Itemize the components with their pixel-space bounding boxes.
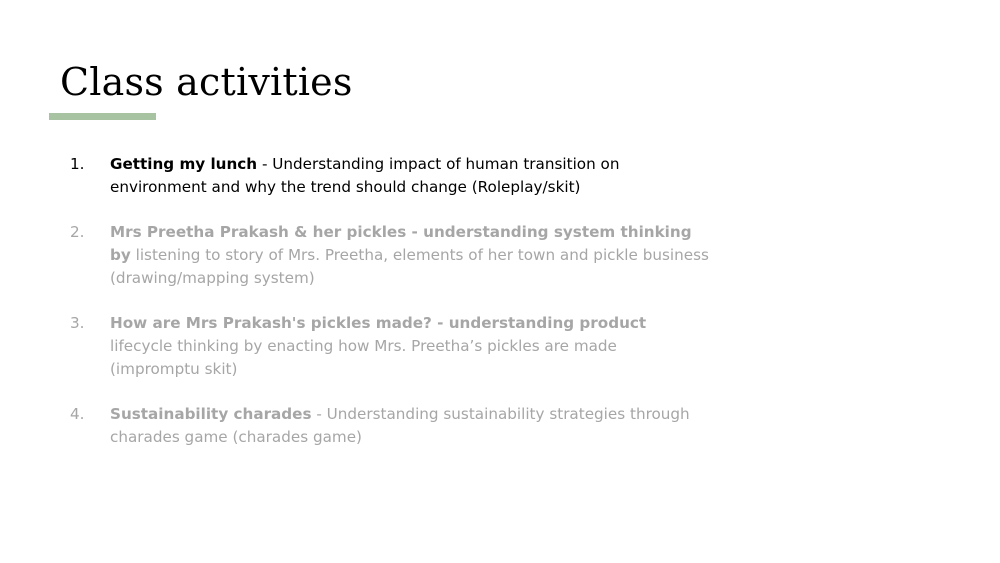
activity-item-3 xyxy=(70,312,710,381)
activity-text xyxy=(110,155,619,196)
activity-number: 3. xyxy=(70,314,85,332)
activity-heading: How are Mrs Prakash's pickles made? - understanding product xyxy=(110,314,647,332)
activity-item-2 xyxy=(70,221,710,290)
activity-description: - Understanding impact of human transition on environment and why the trend should change (Roleplay/skit) xyxy=(110,155,620,196)
activity-list xyxy=(70,153,710,471)
activity-description: - Understanding sustainability strategies through charades game (charades game) xyxy=(110,405,690,446)
activity-item-1 xyxy=(70,153,710,199)
activity-description: lifecycle thinking by enacting how Mrs. Preetha’s pickles are made (impromptu skit) xyxy=(110,337,617,378)
activity-text xyxy=(110,314,646,378)
activity-description: listening to story of Mrs. Preetha, elements of her town and pickle business (drawing/mapping system) xyxy=(110,246,709,287)
activity-number: 2. xyxy=(70,223,85,241)
activity-text xyxy=(110,405,690,446)
activity-number: 4. xyxy=(70,405,85,423)
activity-heading: Sustainability charades xyxy=(110,405,312,423)
activity-number: 1. xyxy=(70,155,85,173)
activity-text xyxy=(110,223,709,287)
activity-heading: Mrs Preetha Prakash & her pickles - understanding system thinking by xyxy=(110,223,692,264)
title-accent-bar xyxy=(49,113,156,120)
activity-heading: Getting my lunch xyxy=(110,155,258,173)
activity-item-4 xyxy=(70,403,710,449)
slide-title: Class activities xyxy=(60,60,353,104)
